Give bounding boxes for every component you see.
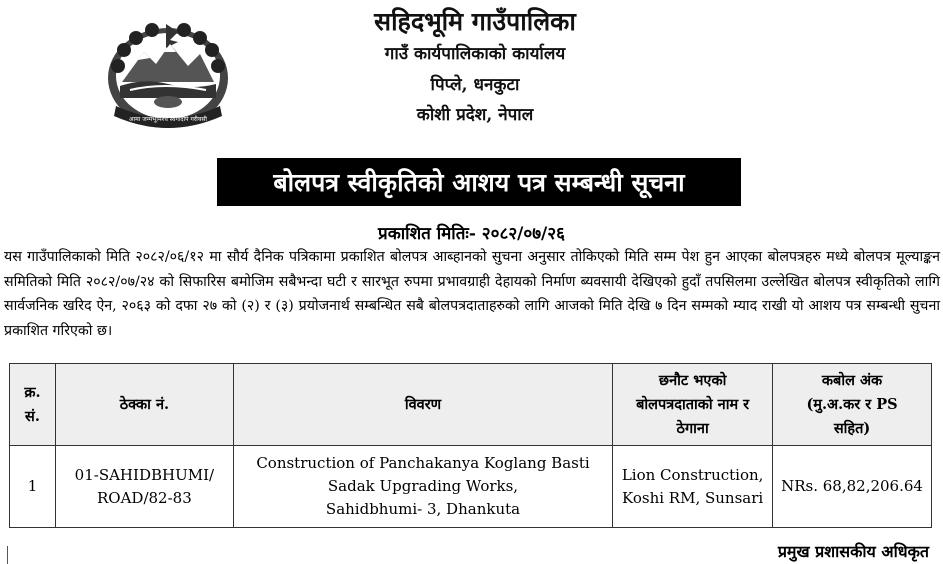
table-row bbox=[10, 446, 932, 528]
divider bbox=[7, 546, 8, 564]
nepal-government-emblem-icon bbox=[104, 18, 232, 132]
office-name: सहिदभूमि गाउँपालिका bbox=[374, 7, 576, 36]
notice-body: यस गाउँपालिकाको मिति २०८२/०६/१२ मा सौर्य दैनिक पत्रिकामा प्रकाशित बोलपत्र आब्हानको सुचना अनुसार तोकिएको मिति सम्म पेश हुन आएका बोलपत्रहरु मध्ये बोलपत्र मूल्याङ्कन समितिको मिति २०८२/०७/२४ को सिफारिस बमोजिम सबैभन्दा घटी र सारभूत रुपमा प्रभावग्राही देहायको निर्माण ब्यवसायी देखिएको हुदाँ तपसिलमा उल्लेखित बोलपत्र स्वीकृतिको लागि सार्वजनिक खरिद ऐन, २०६३ को दफा २७ को (२) र (३) प्रयोजनार्थ सम्बन्धित सबै बोलपत्रदाताहरुको लागि आजको मिति देखि ७ दिन सम्मको म्याद राखी यो आशय पत्र सम्बन्धी सुचना प्रकाशित गरिएको छ। bbox=[4, 249, 940, 339]
header-sn-line-1: क्र. bbox=[24, 383, 41, 401]
address-line-2: कोशी प्रदेश, नेपाल bbox=[416, 105, 534, 125]
address-line-1: पिप्ले, धनकुटा bbox=[430, 75, 520, 95]
header-bidder-line-1: छनौट भएको bbox=[658, 371, 727, 389]
header-amount-line-2: (मु.अ.कर र PS bbox=[806, 395, 898, 413]
published-date: प्रकाशित मितिः- २०८२/०७/२६ bbox=[378, 224, 565, 244]
header-description: विवरण bbox=[233, 364, 612, 446]
header-amount-line-1: कबोल अंक bbox=[821, 371, 883, 389]
cell-sn: 1 bbox=[10, 446, 56, 528]
description-line-3: Sahidbhumi- 3, Dhankuta bbox=[325, 500, 521, 518]
notice-title: बोलपत्र स्वीकृतिको आशय पत्र सम्बन्धी सूचना bbox=[217, 158, 741, 206]
bid-table bbox=[9, 363, 932, 528]
contract-no-line-2: ROAD/82-83 bbox=[97, 488, 192, 507]
office-subtitle: गाउँ कार्यपालिकाको कार्यालय bbox=[384, 44, 566, 64]
bidder-line-1: Lion Construction, bbox=[621, 465, 764, 484]
header-contract-no: ठेक्का नं. bbox=[55, 364, 233, 446]
header-amount-line-3: सहित) bbox=[833, 419, 871, 437]
header-bidder bbox=[613, 364, 773, 446]
bidder-line-2: Koshi RM, Sunsari bbox=[622, 488, 764, 507]
description-line-2: Sadak Upgrading Works, bbox=[327, 477, 519, 495]
cell-bidder bbox=[613, 446, 773, 528]
description-line-1: Construction of Panchakanya Koglang Basti bbox=[256, 454, 590, 472]
emblem-caption: आमा जन्मभूमिश्च स्वर्गादपि गरीयसी bbox=[129, 116, 207, 123]
header-sn bbox=[10, 364, 56, 446]
cell-description bbox=[233, 446, 612, 528]
header-sn-line-2: सं. bbox=[25, 407, 40, 425]
letterhead bbox=[250, 6, 700, 130]
header-amount bbox=[773, 364, 932, 446]
signature-title: प्रमुख प्रशासकीय अधिकृत bbox=[777, 542, 929, 561]
cell-amount: NRs. 68,82,206.64 bbox=[773, 446, 932, 528]
header-bidder-line-2: बोलपत्रदाताको नाम र bbox=[636, 395, 750, 413]
cell-contract-no bbox=[55, 446, 233, 528]
header-bidder-line-3: ठेगाना bbox=[676, 419, 709, 437]
table-header-row bbox=[10, 364, 932, 446]
contract-no-line-1: 01-SAHIDBHUMI/ bbox=[74, 465, 215, 484]
